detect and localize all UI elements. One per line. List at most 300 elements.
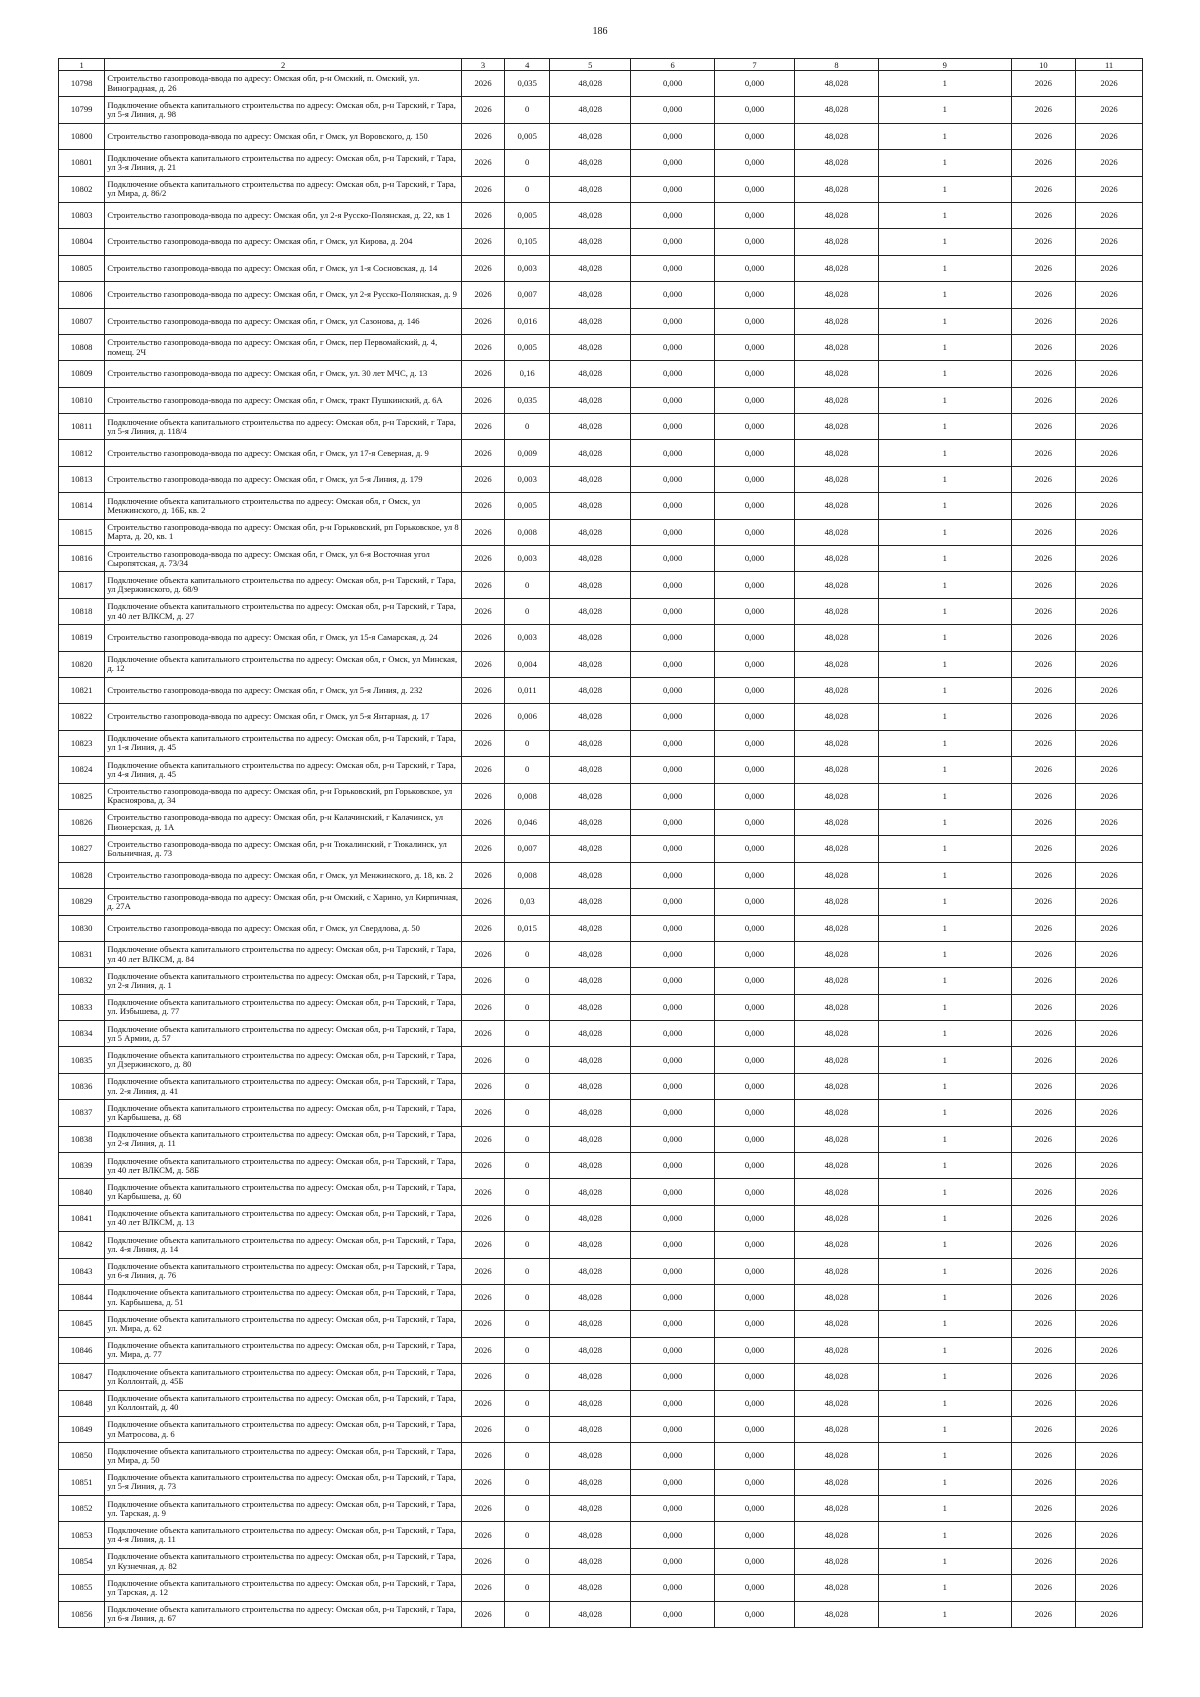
work-description-cell: Подключение объекта капитального строительства по адресу: Омская обл, р-н Тарский, г Тара, ул 1-я Линия, д. 45 — [105, 730, 462, 756]
count-value-cell: 1 — [878, 282, 1011, 308]
length-value-cell: 0 — [505, 598, 550, 624]
start-year-cell: 2026 — [1011, 1601, 1076, 1627]
year-cell: 2026 — [461, 229, 504, 255]
cost-value-b-cell: 0,000 — [715, 1153, 795, 1179]
cost-total-cell: 48,028 — [550, 255, 631, 281]
length-value-cell: 0 — [505, 1548, 550, 1574]
cost-total-cell: 48,028 — [550, 889, 631, 915]
work-description-cell: Подключение объекта капитального строительства по адресу: Омская обл, р-н Тарский, г Тара, ул Коллонтай, д. 45Б — [105, 1364, 462, 1390]
count-value-cell: 1 — [878, 730, 1011, 756]
work-description-cell: Строительство газопровода-ввода по адресу: Омская обл, р-н Калачинский, г Калачинск, ул Пионерская, д. 1А — [105, 809, 462, 835]
length-value-cell: 0,16 — [505, 361, 550, 387]
count-value-cell: 1 — [878, 1575, 1011, 1601]
table-row — [59, 1100, 1143, 1126]
year-cell: 2026 — [461, 889, 504, 915]
end-year-cell: 2026 — [1076, 71, 1143, 97]
cost-final-cell: 48,028 — [794, 783, 878, 809]
work-description-cell: Строительство газопровода-ввода по адресу: Омская обл, г Омск, ул 5-я Янтарная, д. 17 — [105, 704, 462, 730]
end-year-cell: 2026 — [1076, 440, 1143, 466]
end-year-cell: 2026 — [1076, 783, 1143, 809]
cost-final-cell: 48,028 — [794, 1232, 878, 1258]
cost-value-a-cell: 0,000 — [631, 1601, 715, 1627]
year-cell: 2026 — [461, 1337, 504, 1363]
count-value-cell: 1 — [878, 1522, 1011, 1548]
work-description-cell: Подключение объекта капитального строительства по адресу: Омская обл, р-н Тарский, г Тара, ул 40 лет ВЛКСМ, д. 13 — [105, 1205, 462, 1231]
work-description-cell: Подключение объекта капитального строительства по адресу: Омская обл, р-н Тарский, г Тара, ул 5-я Линия, д. 118/4 — [105, 414, 462, 440]
row-number-cell: 10844 — [59, 1284, 105, 1310]
count-value-cell: 1 — [878, 176, 1011, 202]
end-year-cell: 2026 — [1076, 1021, 1143, 1047]
cost-value-b-cell: 0,000 — [715, 1100, 795, 1126]
table-row — [59, 466, 1143, 492]
cost-final-cell: 48,028 — [794, 1126, 878, 1152]
cost-total-cell: 48,028 — [550, 361, 631, 387]
cost-value-a-cell: 0,000 — [631, 334, 715, 360]
cost-final-cell: 48,028 — [794, 598, 878, 624]
count-value-cell: 1 — [878, 123, 1011, 149]
cost-total-cell: 48,028 — [550, 176, 631, 202]
count-value-cell: 1 — [878, 862, 1011, 888]
cost-total-cell: 48,028 — [550, 282, 631, 308]
cost-value-b-cell: 0,000 — [715, 1179, 795, 1205]
cost-value-a-cell: 0,000 — [631, 361, 715, 387]
year-cell: 2026 — [461, 1496, 504, 1522]
row-number-cell: 10845 — [59, 1311, 105, 1337]
row-number-cell: 10830 — [59, 915, 105, 941]
start-year-cell: 2026 — [1011, 994, 1076, 1020]
work-description-cell: Подключение объекта капитального строительства по адресу: Омская обл, р-н Тарский, г Тара, ул. 2-я Линия, д. 41 — [105, 1073, 462, 1099]
cost-value-b-cell: 0,000 — [715, 968, 795, 994]
end-year-cell: 2026 — [1076, 466, 1143, 492]
start-year-cell: 2026 — [1011, 1496, 1076, 1522]
cost-final-cell: 48,028 — [794, 1496, 878, 1522]
table-row — [59, 1153, 1143, 1179]
length-value-cell: 0 — [505, 1258, 550, 1284]
cost-value-b-cell: 0,000 — [715, 71, 795, 97]
start-year-cell: 2026 — [1011, 440, 1076, 466]
year-cell: 2026 — [461, 1575, 504, 1601]
work-description-cell: Подключение объекта капитального строительства по адресу: Омская обл, р-н Тарский, г Тара, ул Коллонтай, д. 40 — [105, 1390, 462, 1416]
count-value-cell: 1 — [878, 493, 1011, 519]
cost-total-cell: 48,028 — [550, 1364, 631, 1390]
row-number-cell: 10819 — [59, 625, 105, 651]
start-year-cell: 2026 — [1011, 757, 1076, 783]
cost-total-cell: 48,028 — [550, 625, 631, 651]
start-year-cell: 2026 — [1011, 941, 1076, 967]
row-number-cell: 10836 — [59, 1073, 105, 1099]
count-value-cell: 1 — [878, 519, 1011, 545]
count-value-cell: 1 — [878, 255, 1011, 281]
year-cell: 2026 — [461, 968, 504, 994]
cost-value-a-cell: 0,000 — [631, 1232, 715, 1258]
cost-value-b-cell: 0,000 — [715, 1390, 795, 1416]
row-number-cell: 10840 — [59, 1179, 105, 1205]
table-row — [59, 493, 1143, 519]
column-header: 9 — [878, 59, 1011, 71]
cost-value-a-cell: 0,000 — [631, 1100, 715, 1126]
cost-value-a-cell: 0,000 — [631, 229, 715, 255]
cost-final-cell: 48,028 — [794, 730, 878, 756]
length-value-cell: 0,003 — [505, 255, 550, 281]
year-cell: 2026 — [461, 783, 504, 809]
length-value-cell: 0 — [505, 1073, 550, 1099]
start-year-cell: 2026 — [1011, 1021, 1076, 1047]
row-number-cell: 10831 — [59, 941, 105, 967]
cost-value-b-cell: 0,000 — [715, 862, 795, 888]
end-year-cell: 2026 — [1076, 994, 1143, 1020]
count-value-cell: 1 — [878, 1021, 1011, 1047]
length-value-cell: 0,005 — [505, 493, 550, 519]
length-value-cell: 0,007 — [505, 282, 550, 308]
count-value-cell: 1 — [878, 1073, 1011, 1099]
end-year-cell: 2026 — [1076, 202, 1143, 228]
length-value-cell: 0 — [505, 1364, 550, 1390]
row-number-cell: 10823 — [59, 730, 105, 756]
column-header: 1 — [59, 59, 105, 71]
work-description-cell: Строительство газопровода-ввода по адресу: Омская обл, г Омск, ул Свердлова, д. 50 — [105, 915, 462, 941]
cost-value-a-cell: 0,000 — [631, 387, 715, 413]
row-number-cell: 10816 — [59, 546, 105, 572]
year-cell: 2026 — [461, 757, 504, 783]
work-description-cell: Строительство газопровода-ввода по адресу: Омская обл, р-н Омский, с Харино, ул Кирпичная, д. 27А — [105, 889, 462, 915]
start-year-cell: 2026 — [1011, 1179, 1076, 1205]
cost-total-cell: 48,028 — [550, 836, 631, 862]
cost-value-a-cell: 0,000 — [631, 1258, 715, 1284]
end-year-cell: 2026 — [1076, 809, 1143, 835]
cost-value-b-cell: 0,000 — [715, 994, 795, 1020]
cost-total-cell: 48,028 — [550, 915, 631, 941]
cost-value-a-cell: 0,000 — [631, 889, 715, 915]
work-description-cell: Строительство газопровода-ввода по адресу: Омская обл, г Омск, ул. 30 лет МЧС, д. 13 — [105, 361, 462, 387]
row-number-cell: 10838 — [59, 1126, 105, 1152]
count-value-cell: 1 — [878, 1179, 1011, 1205]
year-cell: 2026 — [461, 519, 504, 545]
table-row — [59, 968, 1143, 994]
cost-value-a-cell: 0,000 — [631, 1179, 715, 1205]
cost-value-b-cell: 0,000 — [715, 1232, 795, 1258]
cost-value-b-cell: 0,000 — [715, 651, 795, 677]
cost-final-cell: 48,028 — [794, 440, 878, 466]
cost-final-cell: 48,028 — [794, 941, 878, 967]
cost-final-cell: 48,028 — [794, 836, 878, 862]
end-year-cell: 2026 — [1076, 704, 1143, 730]
cost-final-cell: 48,028 — [794, 1100, 878, 1126]
start-year-cell: 2026 — [1011, 1575, 1076, 1601]
cost-total-cell: 48,028 — [550, 123, 631, 149]
cost-value-b-cell: 0,000 — [715, 176, 795, 202]
length-value-cell: 0,105 — [505, 229, 550, 255]
table-row — [59, 889, 1143, 915]
table-row — [59, 1601, 1143, 1627]
cost-final-cell: 48,028 — [794, 387, 878, 413]
row-number-cell: 10829 — [59, 889, 105, 915]
count-value-cell: 1 — [878, 387, 1011, 413]
cost-total-cell: 48,028 — [550, 150, 631, 176]
end-year-cell: 2026 — [1076, 1522, 1143, 1548]
work-description-cell: Подключение объекта капитального строительства по адресу: Омская обл, р-н Тарский, г Тара, ул 6-я Линия, д. 67 — [105, 1601, 462, 1627]
row-number-cell: 10818 — [59, 598, 105, 624]
year-cell: 2026 — [461, 546, 504, 572]
count-value-cell: 1 — [878, 546, 1011, 572]
cost-total-cell: 48,028 — [550, 1311, 631, 1337]
cost-final-cell: 48,028 — [794, 150, 878, 176]
count-value-cell: 1 — [878, 1601, 1011, 1627]
cost-value-b-cell: 0,000 — [715, 1073, 795, 1099]
year-cell: 2026 — [461, 994, 504, 1020]
count-value-cell: 1 — [878, 757, 1011, 783]
row-number-cell: 10852 — [59, 1496, 105, 1522]
year-cell: 2026 — [461, 1232, 504, 1258]
cost-value-a-cell: 0,000 — [631, 1311, 715, 1337]
row-number-cell: 10848 — [59, 1390, 105, 1416]
cost-value-b-cell: 0,000 — [715, 1311, 795, 1337]
cost-value-b-cell: 0,000 — [715, 519, 795, 545]
length-value-cell: 0 — [505, 1496, 550, 1522]
start-year-cell: 2026 — [1011, 414, 1076, 440]
count-value-cell: 1 — [878, 1416, 1011, 1442]
start-year-cell: 2026 — [1011, 361, 1076, 387]
start-year-cell: 2026 — [1011, 572, 1076, 598]
cost-value-b-cell: 0,000 — [715, 440, 795, 466]
table-row — [59, 783, 1143, 809]
work-description-cell: Подключение объекта капитального строительства по адресу: Омская обл, р-н Тарский, г Тара, ул Матросова, д. 6 — [105, 1416, 462, 1442]
work-description-cell: Строительство газопровода-ввода по адресу: Омская обл, г Омск, ул Сазонова, д. 146 — [105, 308, 462, 334]
year-cell: 2026 — [461, 282, 504, 308]
row-number-cell: 10821 — [59, 677, 105, 703]
year-cell: 2026 — [461, 625, 504, 651]
end-year-cell: 2026 — [1076, 519, 1143, 545]
count-value-cell: 1 — [878, 625, 1011, 651]
cost-value-a-cell: 0,000 — [631, 1575, 715, 1601]
end-year-cell: 2026 — [1076, 308, 1143, 334]
length-value-cell: 0,011 — [505, 677, 550, 703]
cost-final-cell: 48,028 — [794, 1601, 878, 1627]
count-value-cell: 1 — [878, 1469, 1011, 1495]
cost-final-cell: 48,028 — [794, 202, 878, 228]
table-row — [59, 915, 1143, 941]
cost-value-a-cell: 0,000 — [631, 704, 715, 730]
cost-final-cell: 48,028 — [794, 229, 878, 255]
cost-value-b-cell: 0,000 — [715, 1284, 795, 1310]
year-cell: 2026 — [461, 176, 504, 202]
year-cell: 2026 — [461, 1047, 504, 1073]
cost-total-cell: 48,028 — [550, 493, 631, 519]
start-year-cell: 2026 — [1011, 915, 1076, 941]
cost-value-b-cell: 0,000 — [715, 387, 795, 413]
start-year-cell: 2026 — [1011, 1153, 1076, 1179]
cost-value-b-cell: 0,000 — [715, 704, 795, 730]
end-year-cell: 2026 — [1076, 1311, 1143, 1337]
length-value-cell: 0 — [505, 572, 550, 598]
table-row — [59, 677, 1143, 703]
count-value-cell: 1 — [878, 334, 1011, 360]
length-value-cell: 0 — [505, 1601, 550, 1627]
work-description-cell: Строительство газопровода-ввода по адресу: Омская обл, г Омск, ул 17-я Северная, д. 9 — [105, 440, 462, 466]
row-number-cell: 10841 — [59, 1205, 105, 1231]
table-row — [59, 757, 1143, 783]
start-year-cell: 2026 — [1011, 1258, 1076, 1284]
cost-value-b-cell: 0,000 — [715, 1047, 795, 1073]
count-value-cell: 1 — [878, 783, 1011, 809]
end-year-cell: 2026 — [1076, 862, 1143, 888]
row-number-cell: 10815 — [59, 519, 105, 545]
work-description-cell: Строительство газопровода-ввода по адресу: Омская обл, г Омск, ул 1-я Сосновская, д. 14 — [105, 255, 462, 281]
cost-value-a-cell: 0,000 — [631, 1284, 715, 1310]
start-year-cell: 2026 — [1011, 730, 1076, 756]
start-year-cell: 2026 — [1011, 704, 1076, 730]
row-number-cell: 10822 — [59, 704, 105, 730]
table-row — [59, 414, 1143, 440]
year-cell: 2026 — [461, 677, 504, 703]
end-year-cell: 2026 — [1076, 889, 1143, 915]
end-year-cell: 2026 — [1076, 334, 1143, 360]
table-row — [59, 1126, 1143, 1152]
length-value-cell: 0,03 — [505, 889, 550, 915]
end-year-cell: 2026 — [1076, 1100, 1143, 1126]
count-value-cell: 1 — [878, 1205, 1011, 1231]
year-cell: 2026 — [461, 71, 504, 97]
cost-total-cell: 48,028 — [550, 730, 631, 756]
table-row — [59, 546, 1143, 572]
cost-value-b-cell: 0,000 — [715, 150, 795, 176]
count-value-cell: 1 — [878, 1337, 1011, 1363]
cost-final-cell: 48,028 — [794, 1443, 878, 1469]
count-value-cell: 1 — [878, 968, 1011, 994]
year-cell: 2026 — [461, 1364, 504, 1390]
cost-value-a-cell: 0,000 — [631, 677, 715, 703]
end-year-cell: 2026 — [1076, 915, 1143, 941]
end-year-cell: 2026 — [1076, 123, 1143, 149]
cost-value-b-cell: 0,000 — [715, 493, 795, 519]
start-year-cell: 2026 — [1011, 1443, 1076, 1469]
start-year-cell: 2026 — [1011, 1416, 1076, 1442]
work-description-cell: Строительство газопровода-ввода по адресу: Омская обл, г Омск, тракт Пушкинский, д. 6А — [105, 387, 462, 413]
work-description-cell: Подключение объекта капитального строительства по адресу: Омская обл, р-н Тарский, г Тара, ул 40 лет ВЛКСМ, д. 58Б — [105, 1153, 462, 1179]
cost-total-cell: 48,028 — [550, 1390, 631, 1416]
row-number-cell: 10853 — [59, 1522, 105, 1548]
cost-value-b-cell: 0,000 — [715, 1575, 795, 1601]
cost-value-b-cell: 0,000 — [715, 1364, 795, 1390]
cost-value-a-cell: 0,000 — [631, 1337, 715, 1363]
cost-value-a-cell: 0,000 — [631, 809, 715, 835]
length-value-cell: 0,004 — [505, 651, 550, 677]
year-cell: 2026 — [461, 1311, 504, 1337]
cost-final-cell: 48,028 — [794, 1364, 878, 1390]
row-number-cell: 10835 — [59, 1047, 105, 1073]
cost-total-cell: 48,028 — [550, 941, 631, 967]
end-year-cell: 2026 — [1076, 1443, 1143, 1469]
table-row — [59, 308, 1143, 334]
table-row — [59, 598, 1143, 624]
cost-total-cell: 48,028 — [550, 968, 631, 994]
table-row — [59, 97, 1143, 123]
table-body — [59, 71, 1143, 1628]
cost-value-b-cell: 0,000 — [715, 255, 795, 281]
year-cell: 2026 — [461, 466, 504, 492]
count-value-cell: 1 — [878, 1496, 1011, 1522]
start-year-cell: 2026 — [1011, 1232, 1076, 1258]
table-row — [59, 1232, 1143, 1258]
cost-total-cell: 48,028 — [550, 677, 631, 703]
length-value-cell: 0,016 — [505, 308, 550, 334]
cost-value-a-cell: 0,000 — [631, 730, 715, 756]
table-row — [59, 1258, 1143, 1284]
cost-total-cell: 48,028 — [550, 387, 631, 413]
cost-total-cell: 48,028 — [550, 862, 631, 888]
cost-value-b-cell: 0,000 — [715, 282, 795, 308]
cost-total-cell: 48,028 — [550, 757, 631, 783]
cost-value-b-cell: 0,000 — [715, 1496, 795, 1522]
end-year-cell: 2026 — [1076, 414, 1143, 440]
count-value-cell: 1 — [878, 1153, 1011, 1179]
count-value-cell: 1 — [878, 1311, 1011, 1337]
start-year-cell: 2026 — [1011, 334, 1076, 360]
length-value-cell: 0 — [505, 1469, 550, 1495]
length-value-cell: 0,003 — [505, 625, 550, 651]
length-value-cell: 0 — [505, 1390, 550, 1416]
start-year-cell: 2026 — [1011, 123, 1076, 149]
start-year-cell: 2026 — [1011, 862, 1076, 888]
row-number-cell: 10806 — [59, 282, 105, 308]
cost-total-cell: 48,028 — [550, 519, 631, 545]
work-description-cell: Подключение объекта капитального строительства по адресу: Омская обл, р-н Тарский, г Тара, ул. Карбышева, д. 51 — [105, 1284, 462, 1310]
table-row — [59, 229, 1143, 255]
length-value-cell: 0 — [505, 1232, 550, 1258]
work-description-cell: Строительство газопровода-ввода по адресу: Омская обл, р-н Омский, п. Омский, ул. Виноградная, д. 26 — [105, 71, 462, 97]
year-cell: 2026 — [461, 255, 504, 281]
start-year-cell: 2026 — [1011, 387, 1076, 413]
cost-value-a-cell: 0,000 — [631, 915, 715, 941]
length-value-cell: 0,008 — [505, 783, 550, 809]
row-number-cell: 10828 — [59, 862, 105, 888]
cost-value-a-cell: 0,000 — [631, 1364, 715, 1390]
end-year-cell: 2026 — [1076, 1232, 1143, 1258]
row-number-cell: 10842 — [59, 1232, 105, 1258]
table-header-row — [59, 59, 1143, 71]
cost-value-b-cell: 0,000 — [715, 598, 795, 624]
start-year-cell: 2026 — [1011, 625, 1076, 651]
length-value-cell: 0 — [505, 1021, 550, 1047]
length-value-cell: 0 — [505, 1416, 550, 1442]
cost-value-a-cell: 0,000 — [631, 1443, 715, 1469]
cost-final-cell: 48,028 — [794, 1416, 878, 1442]
work-description-cell: Строительство газопровода-ввода по адресу: Омская обл, г Омск, ул Кирова, д. 204 — [105, 229, 462, 255]
length-value-cell: 0 — [505, 730, 550, 756]
cost-value-a-cell: 0,000 — [631, 757, 715, 783]
cost-final-cell: 48,028 — [794, 1153, 878, 1179]
table-row — [59, 809, 1143, 835]
cost-total-cell: 48,028 — [550, 308, 631, 334]
table-row — [59, 1311, 1143, 1337]
work-description-cell: Подключение объекта капитального строительства по адресу: Омская обл, р-н Тарский, г Тара, ул Карбышева, д. 68 — [105, 1100, 462, 1126]
start-year-cell: 2026 — [1011, 229, 1076, 255]
year-cell: 2026 — [461, 1258, 504, 1284]
year-cell: 2026 — [461, 836, 504, 862]
cost-value-b-cell: 0,000 — [715, 757, 795, 783]
cost-total-cell: 48,028 — [550, 440, 631, 466]
work-description-cell: Подключение объекта капитального строительства по адресу: Омская обл, г Омск, ул Минская, д. 12 — [105, 651, 462, 677]
start-year-cell: 2026 — [1011, 150, 1076, 176]
cost-final-cell: 48,028 — [794, 1258, 878, 1284]
table-row — [59, 1390, 1143, 1416]
year-cell: 2026 — [461, 704, 504, 730]
count-value-cell: 1 — [878, 1258, 1011, 1284]
row-number-cell: 10847 — [59, 1364, 105, 1390]
length-value-cell: 0 — [505, 968, 550, 994]
end-year-cell: 2026 — [1076, 1258, 1143, 1284]
table-row — [59, 941, 1143, 967]
count-value-cell: 1 — [878, 1284, 1011, 1310]
